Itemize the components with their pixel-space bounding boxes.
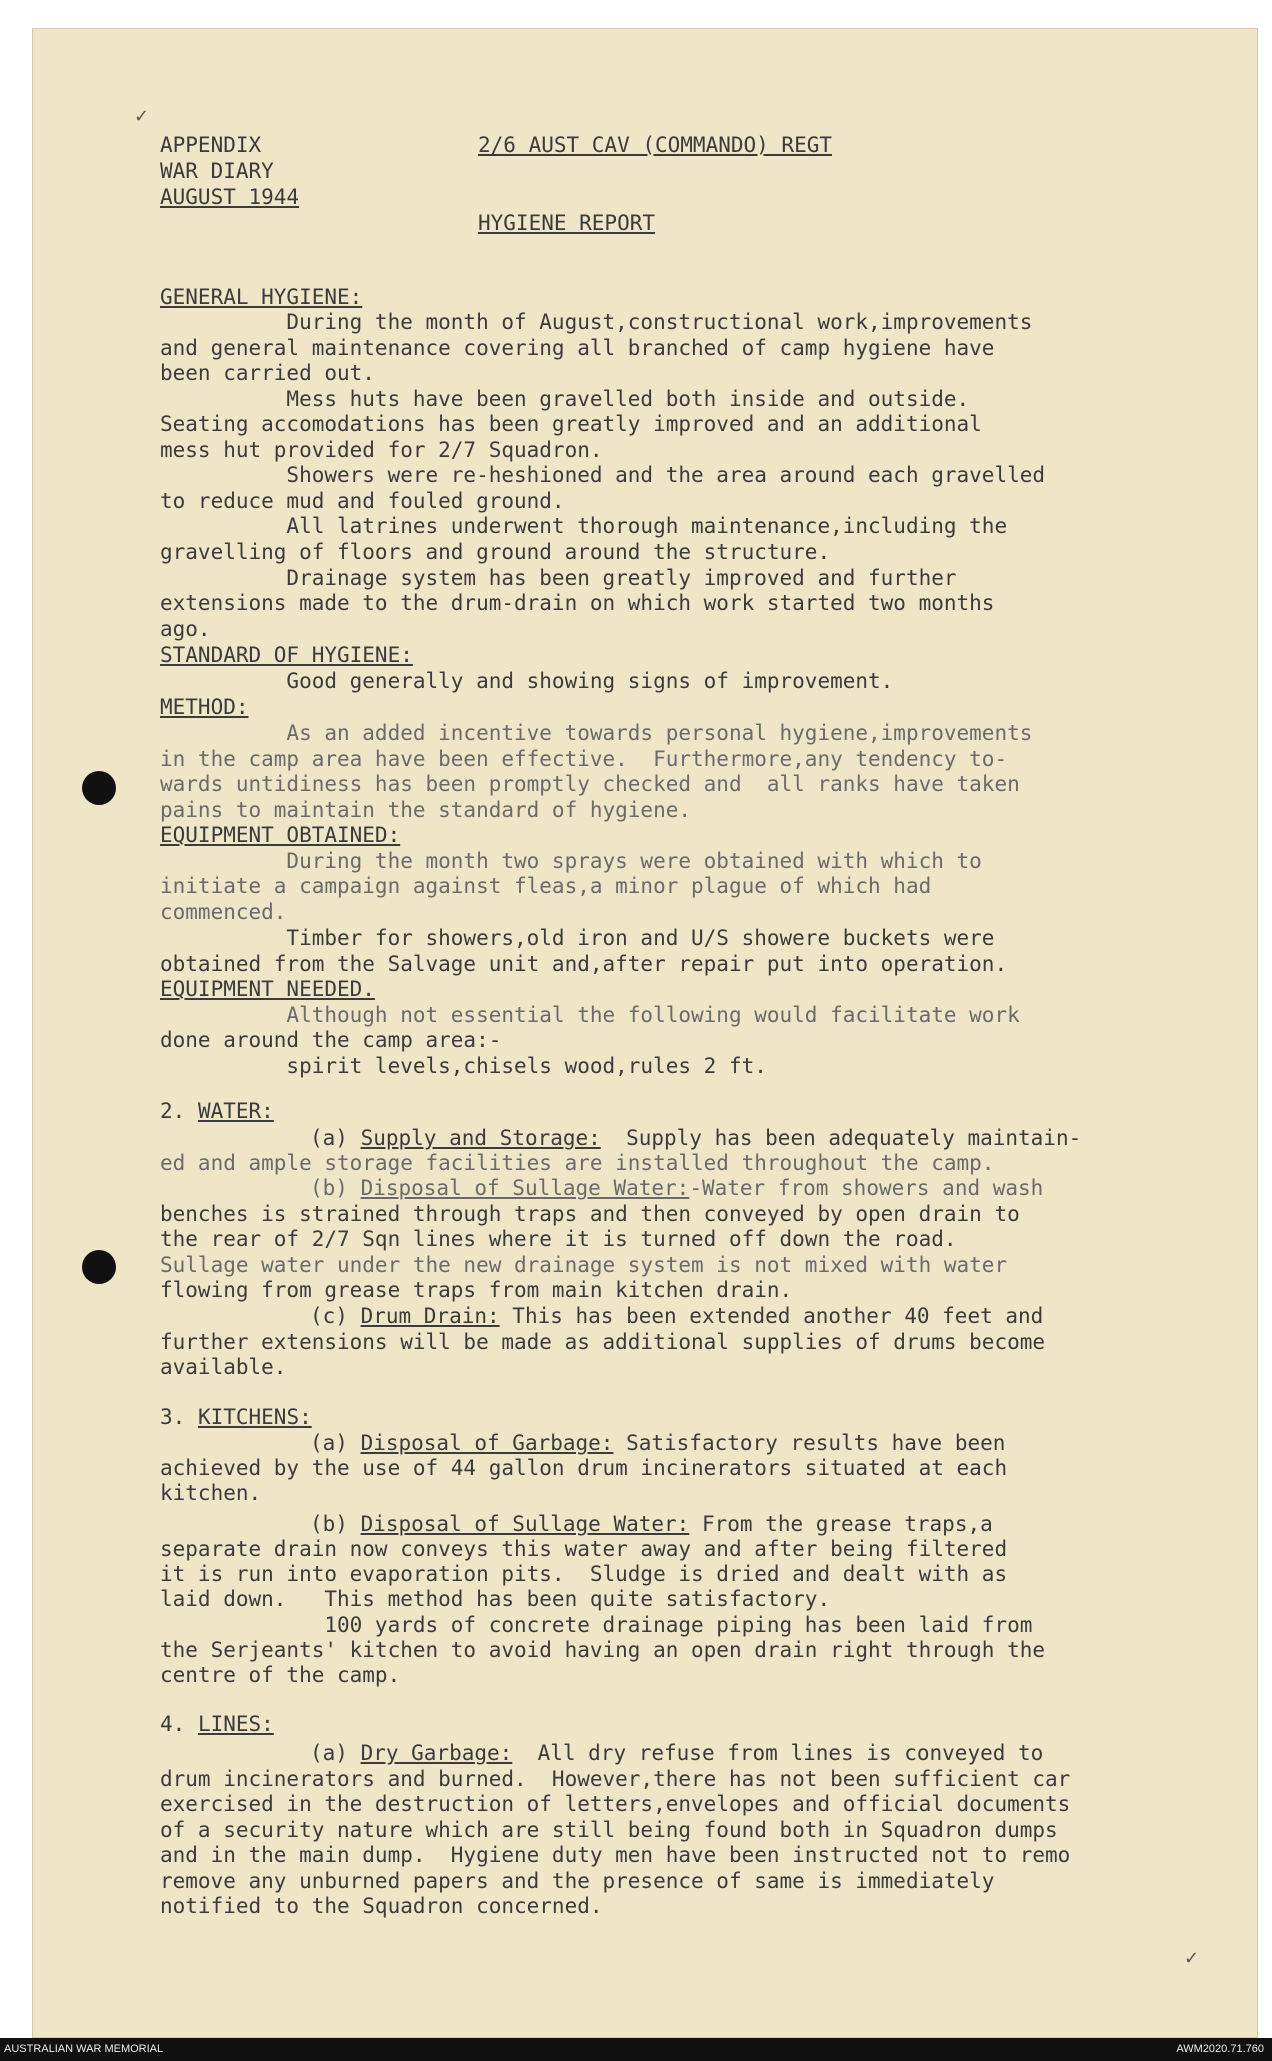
text-line: benches is strained through traps and then conveyed by open drain to: [160, 1202, 1020, 1226]
text-line: During the month of August,constructional work,improvements: [160, 310, 1033, 334]
text-line: the Serjeants' kitchen to avoid having an open drain right through the: [160, 1638, 1046, 1662]
check-mark: ✓: [134, 106, 150, 127]
water-item-a: (a) Supply and Storage: Supply has been adequately maintain-: [310, 1126, 1082, 1150]
lines-item-a: (a) Dry Garbage: All dry refuse from lines is conveyed to: [310, 1741, 1044, 1765]
text-line: spirit levels,chisels wood,rules 2 ft.: [160, 1054, 767, 1078]
text-line: extensions made to the drum-drain on which work started two months: [160, 591, 995, 615]
text-line: and general maintenance covering all branched of camp hygiene have: [160, 336, 995, 360]
text-line: All latrines underwent thorough maintenance,including the: [160, 514, 1008, 538]
section-heading-lines: 4. LINES:: [160, 1712, 274, 1736]
report-title: HYGIENE REPORT: [478, 211, 656, 235]
text-line: the rear of 2/7 Sqn lines where it is turned off down the road.: [160, 1227, 957, 1251]
text-line: flowing from grease traps from main kitchen drain.: [160, 1278, 793, 1302]
war-diary-label: WAR DIARY: [160, 159, 274, 183]
text-line: 100 yards of concrete drainage piping has been laid from: [160, 1613, 1033, 1637]
text-line: exercised in the destruction of letters,envelopes and official documents: [160, 1792, 1071, 1816]
text-line: remove any unburned papers and the presence of same is immediately: [160, 1869, 995, 1893]
text-line: Drainage system has been greatly improved and further: [160, 566, 957, 590]
text-line: initiate a campaign against fleas,a minor plague of which had: [160, 874, 932, 898]
section-heading-equipment-obtained: EQUIPMENT OBTAINED:: [160, 823, 401, 847]
text-line: wards untidiness has been promptly checked and all ranks have taken: [160, 772, 1020, 796]
text-line: Timber for showers,old iron and U/S showere buckets were: [160, 926, 995, 950]
punch-hole-bottom: [82, 1250, 116, 1284]
section-heading-equipment-needed: EQUIPMENT NEEDED.: [160, 977, 375, 1001]
section-heading-standard: STANDARD OF HYGIENE:: [160, 643, 413, 667]
section-heading-kitchens: 3. KITCHENS:: [160, 1405, 312, 1429]
section-heading-method: METHOD:: [160, 695, 249, 719]
text-line: During the month two sprays were obtained with which to: [160, 849, 982, 873]
text-line: Although not essential the following would facilitate work: [160, 1003, 1020, 1027]
text-line: and in the main dump. Hygiene duty men have been instructed not to remo: [160, 1843, 1071, 1867]
text-line: in the camp area have been effective. Furthermore,any tendency to-: [160, 747, 1008, 771]
kitchens-item-a: (a) Disposal of Garbage: Satisfactory results have been: [310, 1431, 1006, 1455]
text-line: centre of the camp.: [160, 1663, 401, 1687]
archive-reference: AWM2020.71.760: [1176, 2043, 1264, 2055]
text-line: achieved by the use of 44 gallon drum incinerators situated at each: [160, 1456, 1008, 1480]
kitchens-item-b: (b) Disposal of Sullage Water: From the grease traps,a: [310, 1512, 993, 1536]
text-line: obtained from the Salvage unit and,after repair put into operation.: [160, 952, 1008, 976]
text-line: been carried out.: [160, 361, 375, 385]
text-line: Good generally and showing signs of improvement.: [160, 669, 894, 693]
text-line: commenced.: [160, 900, 287, 924]
diary-date: AUGUST 1944: [160, 185, 300, 209]
archive-footer: [0, 2038, 1272, 2061]
unit-title: 2/6 AUST CAV (COMMANDO) REGT: [478, 133, 833, 157]
text-line: laid down. This method has been quite satisfactory.: [160, 1587, 831, 1611]
text-line: Showers were re-heshioned and the area around each gravelled: [160, 463, 1046, 487]
text-line: it is run into evaporation pits. Sludge is dried and dealt with as: [160, 1562, 1008, 1586]
text-line: further extensions will be made as additional supplies of drums become: [160, 1330, 1046, 1354]
text-line: As an added incentive towards personal hygiene,improvements: [160, 721, 1033, 745]
text-line: ago.: [160, 617, 211, 641]
text-line: mess hut provided for 2/7 Squadron.: [160, 438, 603, 462]
text-line: done around the camp area:-: [160, 1028, 502, 1052]
text-line: separate drain now conveys this water away and after being filtered: [160, 1537, 1008, 1561]
text-line: drum incinerators and burned. However,there has not been sufficient car: [160, 1767, 1071, 1791]
text-line: gravelling of floors and ground around the structure.: [160, 540, 831, 564]
section-heading-water: 2. WATER:: [160, 1099, 274, 1123]
text-line: Mess huts have been gravelled both inside and outside.: [160, 387, 970, 411]
text-line: available.: [160, 1355, 287, 1379]
text-line: kitchen.: [160, 1481, 262, 1505]
water-item-b: (b) Disposal of Sullage Water:-Water from showers and wash: [310, 1176, 1044, 1200]
text-line: of a security nature which are still being found both in Squadron dumps: [160, 1818, 1058, 1842]
text-line: Seating accomodations has been greatly improved and an additional: [160, 412, 982, 436]
water-item-c: (c) Drum Drain: This has been extended another 40 feet and: [310, 1304, 1044, 1328]
text-line: to reduce mud and fouled ground.: [160, 489, 565, 513]
text-line: pains to maintain the standard of hygiene.: [160, 798, 692, 822]
section-heading-general-hygiene: GENERAL HYGIENE:: [160, 285, 363, 309]
text-line: ed and ample storage facilities are installed throughout the camp.: [160, 1151, 995, 1175]
punch-hole-top: [82, 771, 116, 805]
archive-name: AUSTRALIAN WAR MEMORIAL: [4, 2043, 164, 2055]
text-line: Sullage water under the new drainage system is not mixed with water: [160, 1253, 1008, 1277]
check-mark: ✓: [1184, 1948, 1200, 1969]
appendix-label: APPENDIX: [160, 133, 262, 157]
text-line: notified to the Squadron concerned.: [160, 1894, 603, 1918]
